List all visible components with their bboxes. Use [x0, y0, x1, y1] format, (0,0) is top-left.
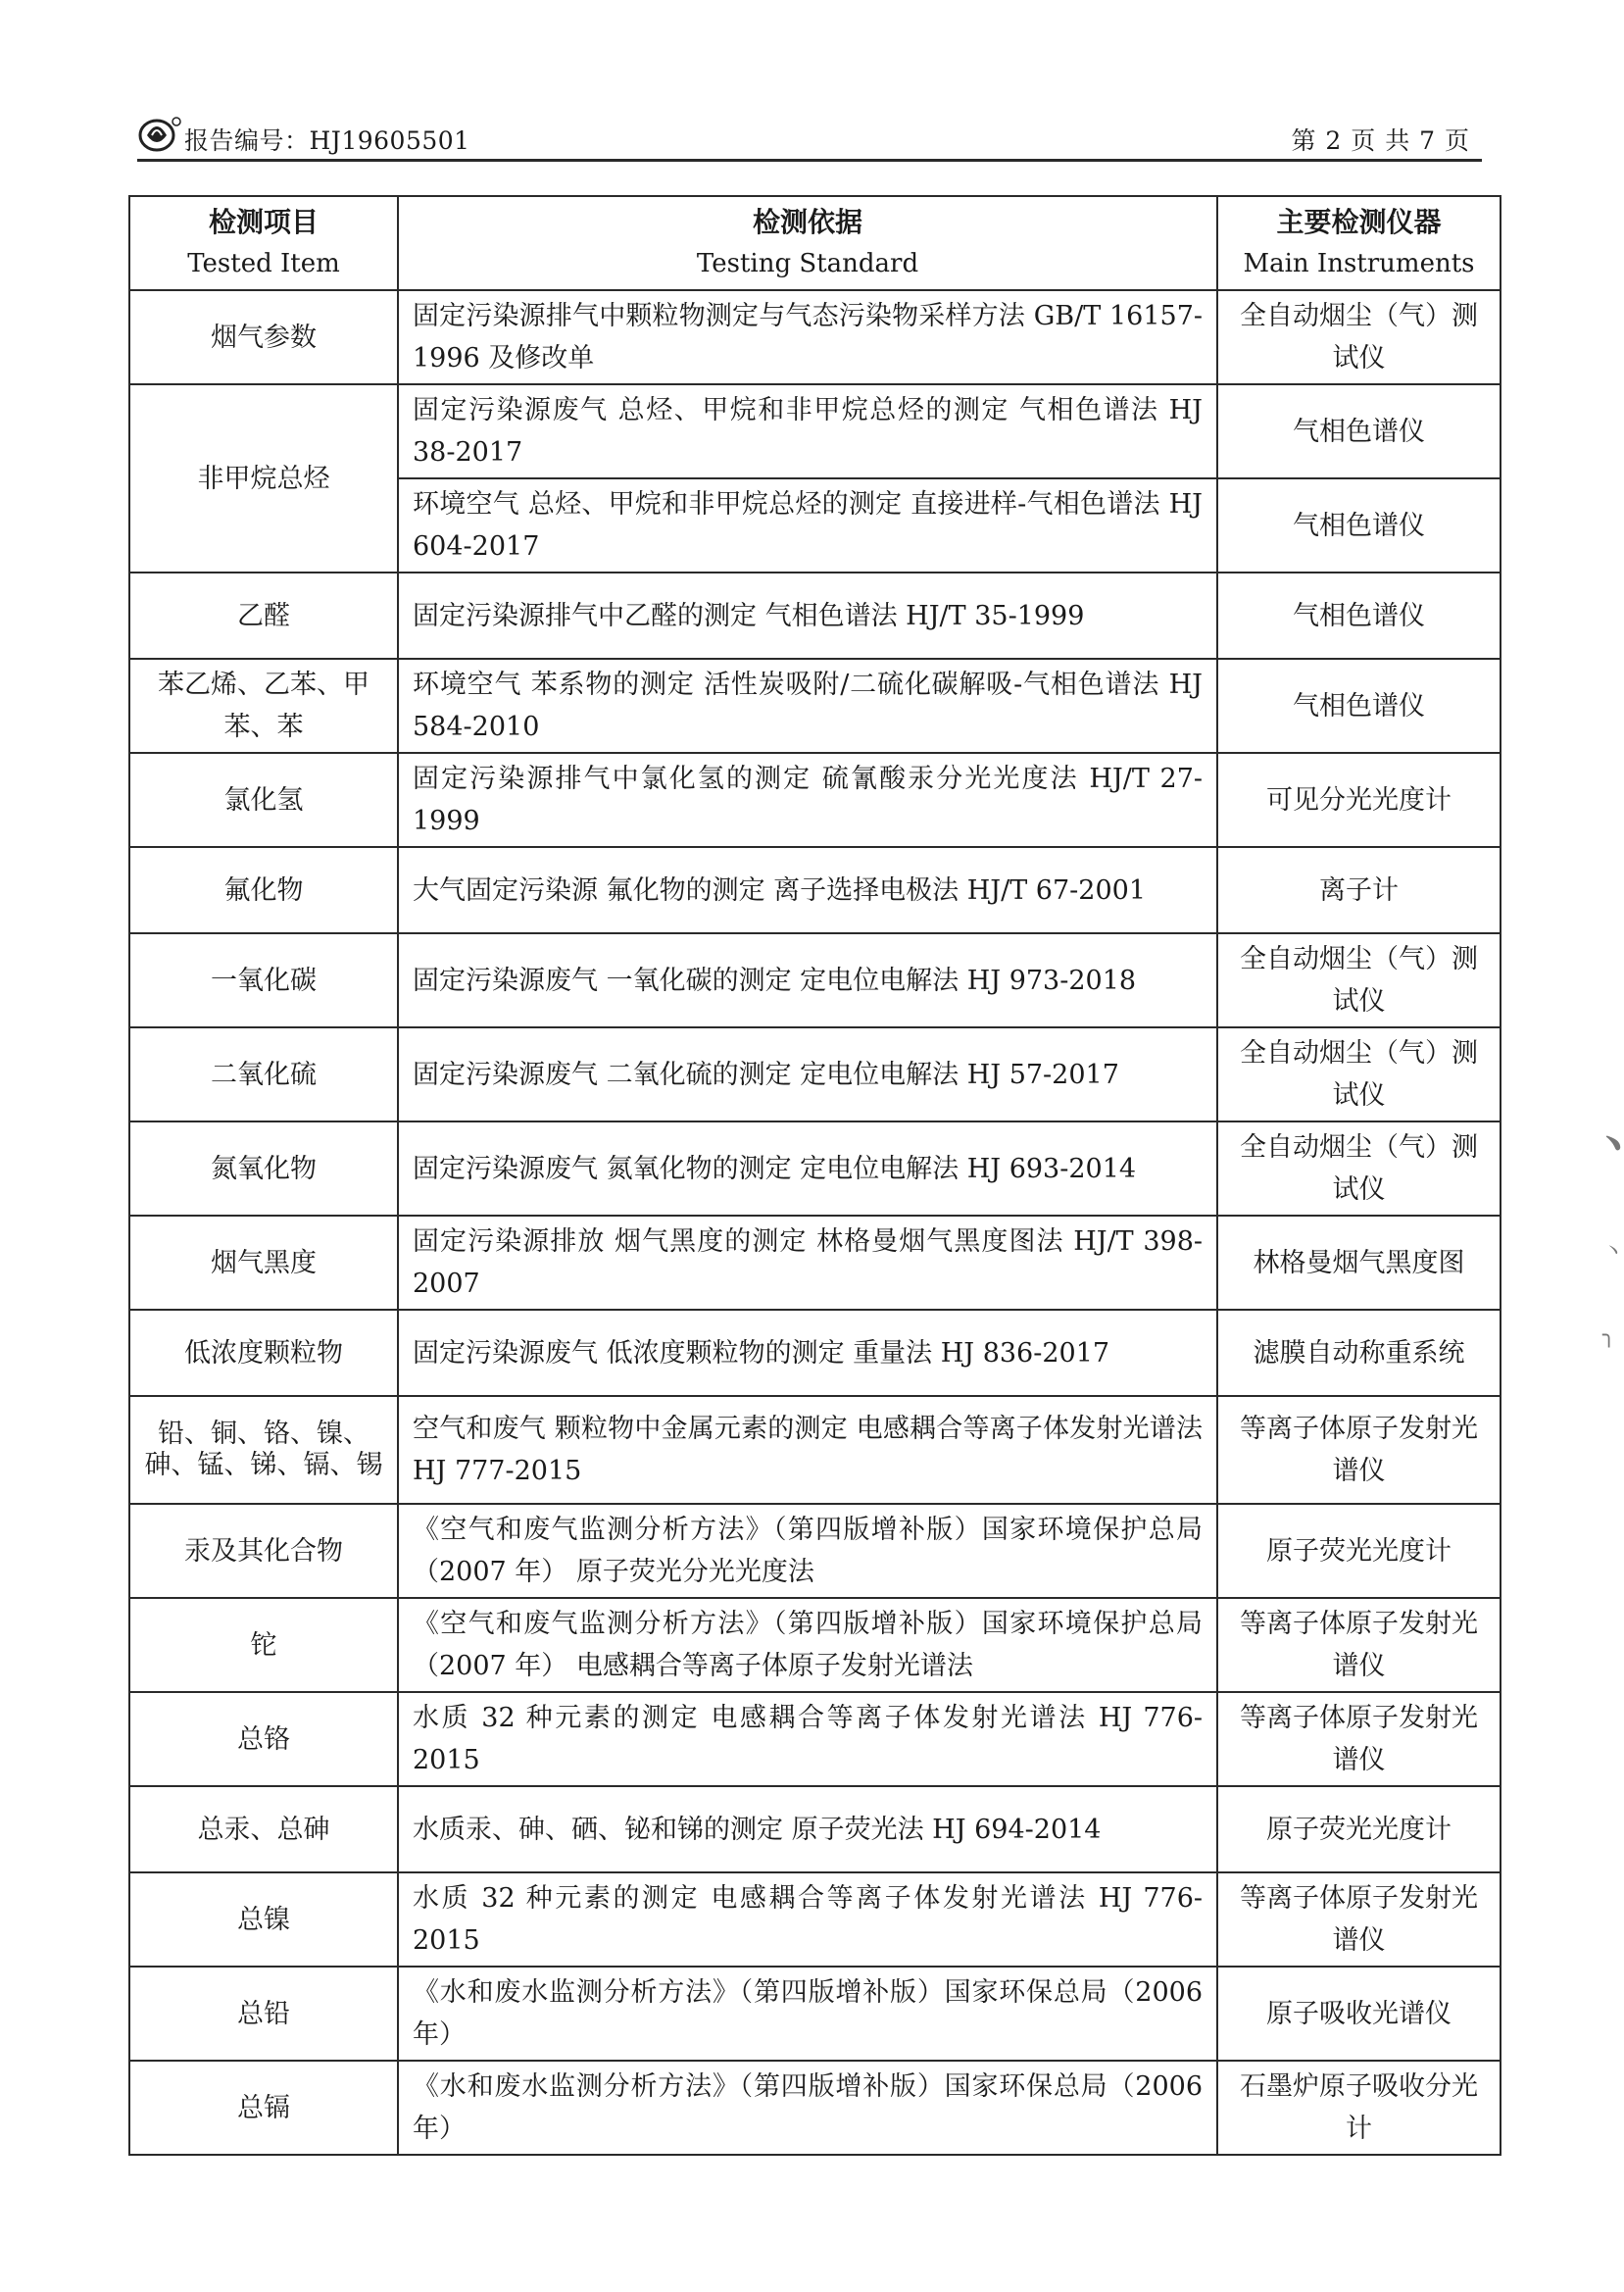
- table-row: [129, 659, 1501, 753]
- table-row: [129, 1396, 1501, 1504]
- main-instrument: 全自动烟尘（气）测试仪: [1217, 1027, 1501, 1121]
- tested-item: 汞及其化合物: [129, 1504, 398, 1598]
- tested-item: 总汞、总砷: [129, 1786, 398, 1872]
- main-instrument: 可见分光光度计: [1217, 753, 1501, 847]
- main-instrument: 气相色谱仪: [1217, 573, 1501, 659]
- table-row: [129, 1967, 1501, 2061]
- testing-standard: 《水和废水监测分析方法》（第四版增补版）国家环保总局（2006 年）: [398, 1967, 1217, 2061]
- testing-standard: 固定污染源废气 总烃、甲烷和非甲烷总烃的测定 气相色谱法 HJ 38-2017: [398, 384, 1217, 478]
- main-instrument: 滤膜自动称重系统: [1217, 1310, 1501, 1396]
- testing-standard: 固定污染源排气中氯化氢的测定 硫氰酸汞分光光度法 HJ/T 27-1999: [398, 753, 1217, 847]
- tested-item: 氯化氢: [129, 753, 398, 847]
- testing-methods-table: [128, 195, 1501, 2156]
- main-instrument: 等离子体原子发射光谱仪: [1217, 1598, 1501, 1692]
- tested-item: 总铅: [129, 1967, 398, 2061]
- table-row: [129, 1504, 1501, 1598]
- testing-standard: 《空气和废气监测分析方法》（第四版增补版）国家环境保护总局（2007 年） 原子荧光分光光度法: [398, 1504, 1217, 1598]
- tested-item: 非甲烷总烃: [129, 384, 398, 573]
- testing-standard: 《水和废水监测分析方法》（第四版增补版）国家环保总局（2006 年）: [398, 2061, 1217, 2155]
- tested-item: 总镍: [129, 1872, 398, 1967]
- main-instrument: 气相色谱仪: [1217, 478, 1501, 573]
- page-indicator: 第 2 页 共 7 页: [1291, 126, 1470, 155]
- testing-standard: 固定污染源废气 氮氧化物的测定 定电位电解法 HJ 693-2014: [398, 1121, 1217, 1216]
- tested-item: 总镉: [129, 2061, 398, 2155]
- header-testing-standard: 检测依据 Testing Standard: [398, 196, 1217, 290]
- main-instrument: 全自动烟尘（气）测试仪: [1217, 1121, 1501, 1216]
- table-header-row: [129, 196, 1501, 290]
- testing-standard: 水质汞、砷、硒、铋和锑的测定 原子荧光法 HJ 694-2014: [398, 1786, 1217, 1872]
- main-instrument: 等离子体原子发射光谱仪: [1217, 1692, 1501, 1786]
- scan-edge-mark: 丶: [1602, 1240, 1624, 1265]
- main-instrument: 林格曼烟气黑度图: [1217, 1216, 1501, 1310]
- testing-standard: 固定污染源排放 烟气黑度的测定 林格曼烟气黑度图法 HJ/T 398-2007: [398, 1216, 1217, 1310]
- report-number: 报告编号：HJ19605501: [184, 126, 470, 155]
- tested-item: 二氧化硫: [129, 1027, 398, 1121]
- testing-standard: 固定污染源废气 二氧化硫的测定 定电位电解法 HJ 57-2017: [398, 1027, 1217, 1121]
- tested-item: 烟气参数: [129, 290, 398, 384]
- main-instrument: 原子荧光光度计: [1217, 1504, 1501, 1598]
- company-logo-icon: [137, 114, 182, 153]
- testing-standard: 固定污染源排气中乙醛的测定 气相色谱法 HJ/T 35-1999: [398, 573, 1217, 659]
- header-tested-item: 检测项目 Tested Item: [129, 196, 398, 290]
- table-row: [129, 847, 1501, 933]
- main-instrument: 全自动烟尘（气）测试仪: [1217, 290, 1501, 384]
- main-instrument: 离子计: [1217, 847, 1501, 933]
- scan-edge-mark: ﹅: [1602, 1132, 1624, 1157]
- testing-standard: 水质 32 种元素的测定 电感耦合等离子体发射光谱法 HJ 776-2015: [398, 1872, 1217, 1967]
- header-divider: [137, 159, 1482, 162]
- tested-item: 氮氧化物: [129, 1121, 398, 1216]
- table-row: [129, 1786, 1501, 1872]
- table-row: [129, 1027, 1501, 1121]
- testing-standard: 水质 32 种元素的测定 电感耦合等离子体发射光谱法 HJ 776-2015: [398, 1692, 1217, 1786]
- table-row: [129, 290, 1501, 384]
- testing-standard: 固定污染源废气 一氧化碳的测定 定电位电解法 HJ 973-2018: [398, 933, 1217, 1027]
- table-row: [129, 573, 1501, 659]
- page-header: [137, 110, 1482, 161]
- scan-edge-mark: ╮: [1602, 1323, 1616, 1348]
- testing-standard: 大气固定污染源 氟化物的测定 离子选择电极法 HJ/T 67-2001: [398, 847, 1217, 933]
- testing-standard: 空气和废气 颗粒物中金属元素的测定 电感耦合等离子体发射光谱法 HJ 777-2015: [398, 1396, 1217, 1504]
- tested-item: 铅、铜、铬、镍、砷、锰、锑、镉、锡: [129, 1396, 398, 1504]
- table-row: [129, 2061, 1501, 2155]
- header-main-instruments: 主要检测仪器 Main Instruments: [1217, 196, 1501, 290]
- tested-item: 氟化物: [129, 847, 398, 933]
- main-instrument: 气相色谱仪: [1217, 384, 1501, 478]
- table-row: [129, 1872, 1501, 1967]
- testing-standard: 环境空气 苯系物的测定 活性炭吸附/二硫化碳解吸-气相色谱法 HJ 584-2010: [398, 659, 1217, 753]
- testing-standard: 固定污染源废气 低浓度颗粒物的测定 重量法 HJ 836-2017: [398, 1310, 1217, 1396]
- tested-item: 总铬: [129, 1692, 398, 1786]
- main-instrument: 石墨炉原子吸收分光计: [1217, 2061, 1501, 2155]
- table-row: [129, 753, 1501, 847]
- main-instrument: 全自动烟尘（气）测试仪: [1217, 933, 1501, 1027]
- testing-standard: 《空气和废气监测分析方法》（第四版增补版）国家环境保护总局（2007 年） 电感耦合等离子体原子发射光谱法: [398, 1598, 1217, 1692]
- tested-item: 低浓度颗粒物: [129, 1310, 398, 1396]
- table-row: [129, 1121, 1501, 1216]
- table-row: [129, 1216, 1501, 1310]
- tested-item: 苯乙烯、乙苯、甲苯、苯: [129, 659, 398, 753]
- table-row: [129, 1310, 1501, 1396]
- main-instrument: 等离子体原子发射光谱仪: [1217, 1396, 1501, 1504]
- tested-item: 铊: [129, 1598, 398, 1692]
- table-row: [129, 1692, 1501, 1786]
- table-row: [129, 384, 1501, 478]
- tested-item: 一氧化碳: [129, 933, 398, 1027]
- tested-item: 烟气黑度: [129, 1216, 398, 1310]
- tested-item: 乙醛: [129, 573, 398, 659]
- main-instrument: 气相色谱仪: [1217, 659, 1501, 753]
- testing-standard: 固定污染源排气中颗粒物测定与气态污染物采样方法 GB/T 16157-1996 及修改单: [398, 290, 1217, 384]
- table-row: [129, 933, 1501, 1027]
- main-instrument: 原子吸收光谱仪: [1217, 1967, 1501, 2061]
- testing-standard: 环境空气 总烃、甲烷和非甲烷总烃的测定 直接进样-气相色谱法 HJ 604-2017: [398, 478, 1217, 573]
- main-instrument: 等离子体原子发射光谱仪: [1217, 1872, 1501, 1967]
- table-row: [129, 1598, 1501, 1692]
- main-instrument: 原子荧光光度计: [1217, 1786, 1501, 1872]
